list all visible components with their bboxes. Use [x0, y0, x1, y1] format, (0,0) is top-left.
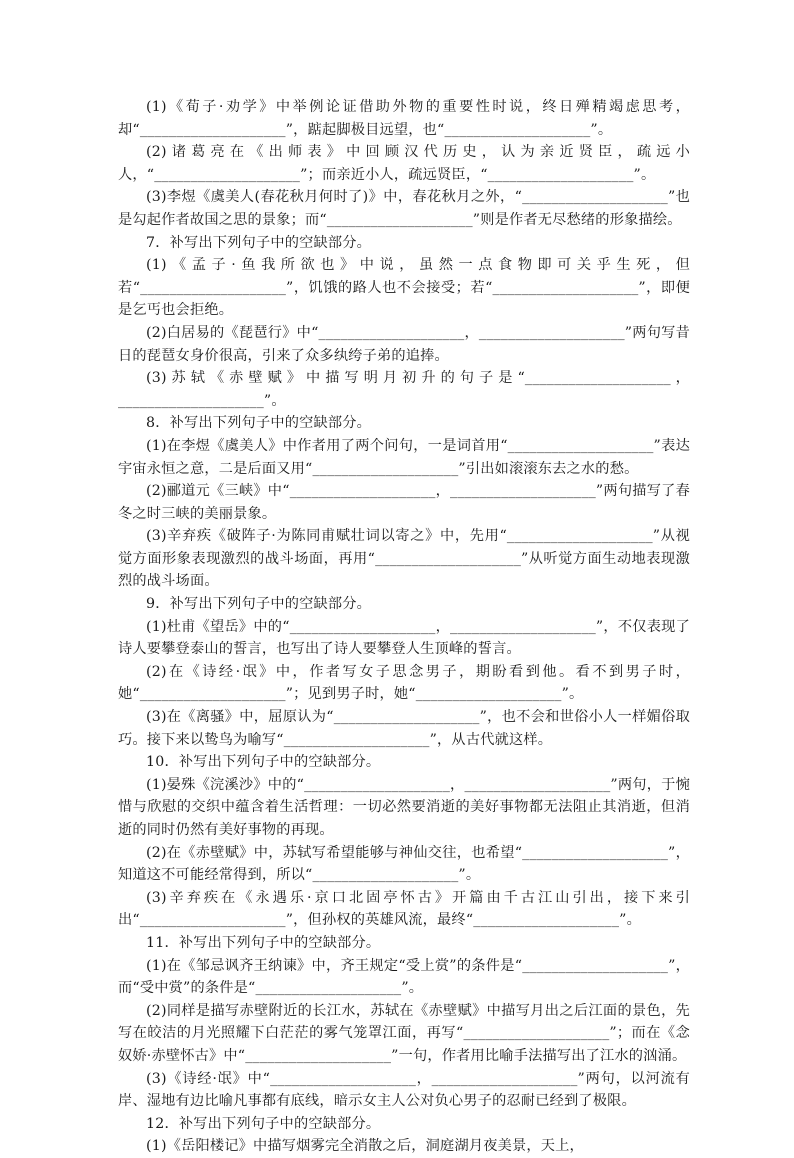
question-item: (3)苏轼《赤壁赋》中描写明月初升的句子是“____________________，____________________”。 — [118, 370, 690, 409]
question-item: (1)在李煜《虞美人》中作者用了两个问句，一是词首用“____________________”表达宇宙永恒之意，二是后面又用“____________________”引出如滚滚东去之水的愁。 — [118, 437, 690, 477]
question-heading: 10．补写出下列句子中的空缺部分。 — [146, 754, 381, 771]
question-item: (3)辛弃疾在《永遇乐·京口北固亭怀古》开篇由千古江山引出，接下来引出“____________________”，但孙权的英雄风流，最终“____________________”。 — [118, 889, 690, 929]
question-block-8 — [118, 412, 690, 593]
question-item: (2)在《赤壁赋》中，苏轼写希望能够与神仙交往，也希望“____________________”，知道这不可能经常得到，所以“____________________”。 — [118, 844, 690, 884]
question-heading: 8．补写出下列句子中的空缺部分。 — [146, 415, 372, 432]
question-block-9 — [118, 593, 690, 751]
question-heading: 7．补写出下列句子中的空缺部分。 — [146, 234, 372, 251]
question-item: (1)《孟子·鱼我所欲也》中说，虽然一点食物即可关乎生死，但若“____________________”，饥饿的路人也不会接受；若“____________________”，即便是乞丐也会拒绝。 — [118, 257, 690, 319]
question-item: (1)杜甫《望岳》中的“____________________，____________________”，不仅表现了诗人要攀登泰山的誓言，也写出了诗人要攀登人生顶峰的誓言。 — [118, 618, 690, 658]
question-block-12 — [118, 1113, 690, 1158]
question-item: (3)李煜《虞美人(春花秋月何时了)》中，春花秋月之外，“____________________”也是勾起作者故国之思的景象；而“____________________”则是作者无尽愁绪的形象描绘。 — [118, 189, 690, 228]
question-block-7 — [118, 232, 690, 413]
question-heading: 9．补写出下列句子中的空缺部分。 — [146, 596, 372, 613]
question-item: (2)同样是描写赤壁附近的长江水，苏轼在《赤壁赋》中描写月出之后江面的景色，先写在皎洁的月光照耀下白茫茫的雾气笼罩江面，再写“____________________”；而在《念奴娇·赤壁怀古》中“____________________”一句，作者用比喻手法描写出了江水的汹涌。 — [118, 1002, 690, 1064]
question-item: (1)在《邹忌讽齐王纳谏》中，齐王规定“受上赏”的条件是“____________________”，而“受中赏”的条件是“____________________”。 — [118, 957, 690, 997]
question-block-11 — [118, 932, 690, 1113]
question-block-10 — [118, 751, 690, 932]
question-heading: 11．补写出下列句子中的空缺部分。 — [146, 934, 381, 951]
question-item: (1)《岳阳楼记》中描写烟雾完全消散之后，洞庭湖月夜美景，天上， — [146, 1138, 584, 1155]
question-item: (2)白居易的《琵琶行》中“____________________，____________________”两句写昔日的琵琶女身价很高，引来了众多纨绔子弟的追捧。 — [118, 324, 690, 364]
question-item: (2)郦道元《三峡》中“____________________，____________________”两句描写了春冬之时三峡的美丽景象。 — [118, 483, 690, 522]
question-item: (3)《诗经·氓》中“____________________，____________________”两句，以河流有岸、湿地有边比喻凡事都有底线，暗示女主人公对负心男子的忍耐已经到了极限。 — [118, 1070, 690, 1110]
question-heading: 12．补写出下列句子中的空缺部分。 — [146, 1115, 381, 1132]
question-item: (1)晏殊《浣溪沙》中的“____________________，____________________”两句，于惋惜与欣慰的交织中蕴含着生活哲理：一切必然要消逝的美好事物都无法阻止其消逝，但消逝的同时仍然有美好事物的再现。 — [118, 776, 690, 838]
question-block-6 — [118, 96, 690, 232]
question-item: (2)在《诗经·氓》中，作者写女子思念男子，期盼看到他。看不到男子时，她“____________________”；见到男子时，她“____________________”。 — [118, 663, 690, 703]
document-page — [118, 96, 690, 1158]
question-item: (1)《荀子·劝学》中举例论证借助外物的重要性时说，终日殚精竭虑思考，却“____________________”，踮起脚极目远望，也“____________________”。 — [118, 99, 690, 138]
question-item: (3)辛弃疾《破阵子·为陈同甫赋壮词以寄之》中，先用“____________________”从视觉方面形象表现激烈的战斗场面，再用“____________________”从听觉方面生动地表现激烈的战斗场面。 — [118, 528, 690, 590]
question-item: (3)在《离骚》中，屈原认为“____________________”，也不会和世俗小人一样媚俗取巧。接下来以鸷鸟为喻写“____________________”，从古代就这样。 — [118, 709, 690, 748]
question-item: (2)诸葛亮在《出师表》中回顾汉代历史，认为亲近贤臣，疏远小人，“____________________”；而亲近小人，疏远贤臣，“____________________”。 — [118, 144, 690, 183]
